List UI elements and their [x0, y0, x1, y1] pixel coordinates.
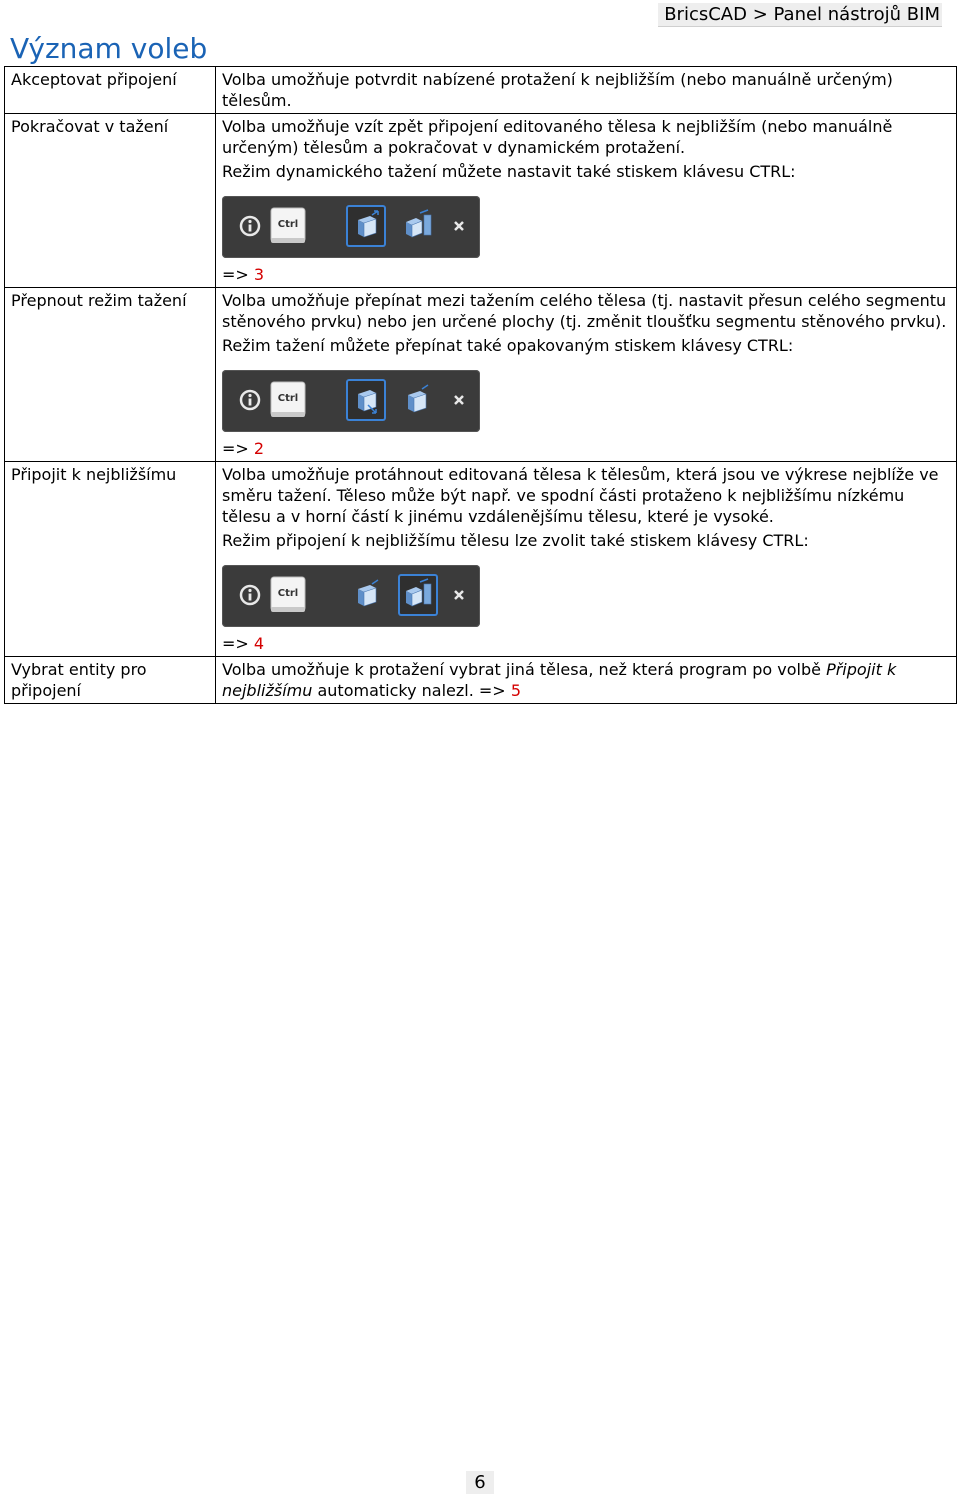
- bim-drag-toolbar: [222, 565, 480, 627]
- option-description-cell: [216, 288, 957, 462]
- ctrl-key-label: Ctrl: [277, 219, 299, 230]
- reference-arrow: =>: [222, 634, 249, 653]
- drag-solid-icon[interactable]: [398, 379, 438, 421]
- options-table: [4, 66, 957, 704]
- reference-line: [222, 633, 950, 654]
- connect-nearest-icon[interactable]: [398, 205, 438, 247]
- document-header: [658, 3, 942, 27]
- info-icon[interactable]: [230, 379, 270, 421]
- option-name: Akceptovat připojení: [5, 67, 216, 114]
- ctrl-hint: Režim připojení k nejbližšímu tělesu lze zvolit také stiskem klávesy CTRL:: [222, 531, 809, 550]
- option-description: Volba umožňuje potvrdit nabízené protažení k nejbližším (nebo manuálně určeným) tělesům.: [222, 70, 893, 110]
- table-row: [5, 657, 957, 704]
- option-description: Volba umožňuje přepínat mezi tažením celého tělesa (tj. nastavit přesun celého segmentu stěnového prvku) nebo jen určené plochy (tj. změnit tloušťku segmentu stěnového prvku).: [222, 291, 947, 331]
- connect-nearest-icon[interactable]: [398, 574, 438, 616]
- bim-drag-toolbar: [222, 370, 480, 432]
- option-description-cell: [216, 462, 957, 657]
- option-description: Volba umožňuje vzít zpět připojení editovaného tělesa k nejbližším (nebo manuálně určeným) tělesům a pokračovat v dynamickém protažení.: [222, 117, 893, 157]
- info-icon[interactable]: [230, 205, 270, 247]
- table-row: [5, 67, 957, 114]
- reference-number[interactable]: 4: [253, 634, 265, 653]
- option-description: [222, 659, 950, 701]
- close-icon[interactable]: [444, 205, 484, 247]
- page-number-label: 6: [466, 1471, 493, 1494]
- drag-face-icon[interactable]: [346, 379, 386, 421]
- reference-line: [222, 264, 950, 285]
- option-name: Přepnout režim tažení: [5, 288, 216, 462]
- ctrl-key-label: Ctrl: [277, 588, 299, 599]
- option-reference-italic: Připojit k nejbližšímu: [222, 660, 897, 700]
- option-description-cell: [216, 657, 957, 704]
- header-breadcrumb: BricsCAD > Panel nástrojů BIM: [664, 4, 940, 25]
- option-description-cell: [216, 114, 957, 288]
- reference-number[interactable]: 3: [253, 265, 265, 284]
- option-name: Vybrat entity pro připojení: [5, 657, 216, 704]
- description-text: Volba umožňuje k protažení vybrat jiná tělesa, než která program po volbě: [222, 660, 821, 679]
- option-description: Volba umožňuje protáhnout editovaná tělesa k tělesům, která jsou ve výkrese nejblíže ve směru tažení. Těleso může být např. ve spodní části protaženo k nejbližšímu nízkému tělesu a v horní částí k jinému vzdálenějšímu tělesu, které je vysoké.: [222, 465, 939, 526]
- section-title: Význam voleb: [10, 32, 208, 65]
- ctrl-hint: Režim tažení můžete přepínat také opakovaným stiskem klávesy CTRL:: [222, 336, 794, 355]
- close-icon[interactable]: [444, 379, 484, 421]
- drag-solid-icon[interactable]: [346, 574, 386, 616]
- ctrl-key-icon[interactable]: [268, 379, 308, 421]
- bim-drag-toolbar: [222, 196, 480, 258]
- close-icon[interactable]: [444, 574, 484, 616]
- reference-line: [222, 438, 950, 459]
- table-row: [5, 114, 957, 288]
- reference-arrow: =>: [222, 265, 249, 284]
- description-text: automaticky nalezl. =>: [317, 681, 506, 700]
- ctrl-key-icon[interactable]: [268, 205, 308, 247]
- ctrl-key-label: Ctrl: [277, 393, 299, 404]
- ctrl-key-icon[interactable]: [268, 574, 308, 616]
- table-row: [5, 462, 957, 657]
- option-name: Pokračovat v tažení: [5, 114, 216, 288]
- option-description-cell: [216, 67, 957, 114]
- table-row: [5, 288, 957, 462]
- page-number: [0, 1472, 960, 1493]
- reference-number[interactable]: 2: [253, 439, 265, 458]
- info-icon[interactable]: [230, 574, 270, 616]
- option-name: Připojit k nejbližšímu: [5, 462, 216, 657]
- reference-arrow: =>: [222, 439, 249, 458]
- ctrl-hint: Režim dynamického tažení můžete nastavit také stiskem klávesu CTRL:: [222, 162, 796, 181]
- drag-solid-icon[interactable]: [346, 205, 386, 247]
- reference-number[interactable]: 5: [510, 681, 521, 700]
